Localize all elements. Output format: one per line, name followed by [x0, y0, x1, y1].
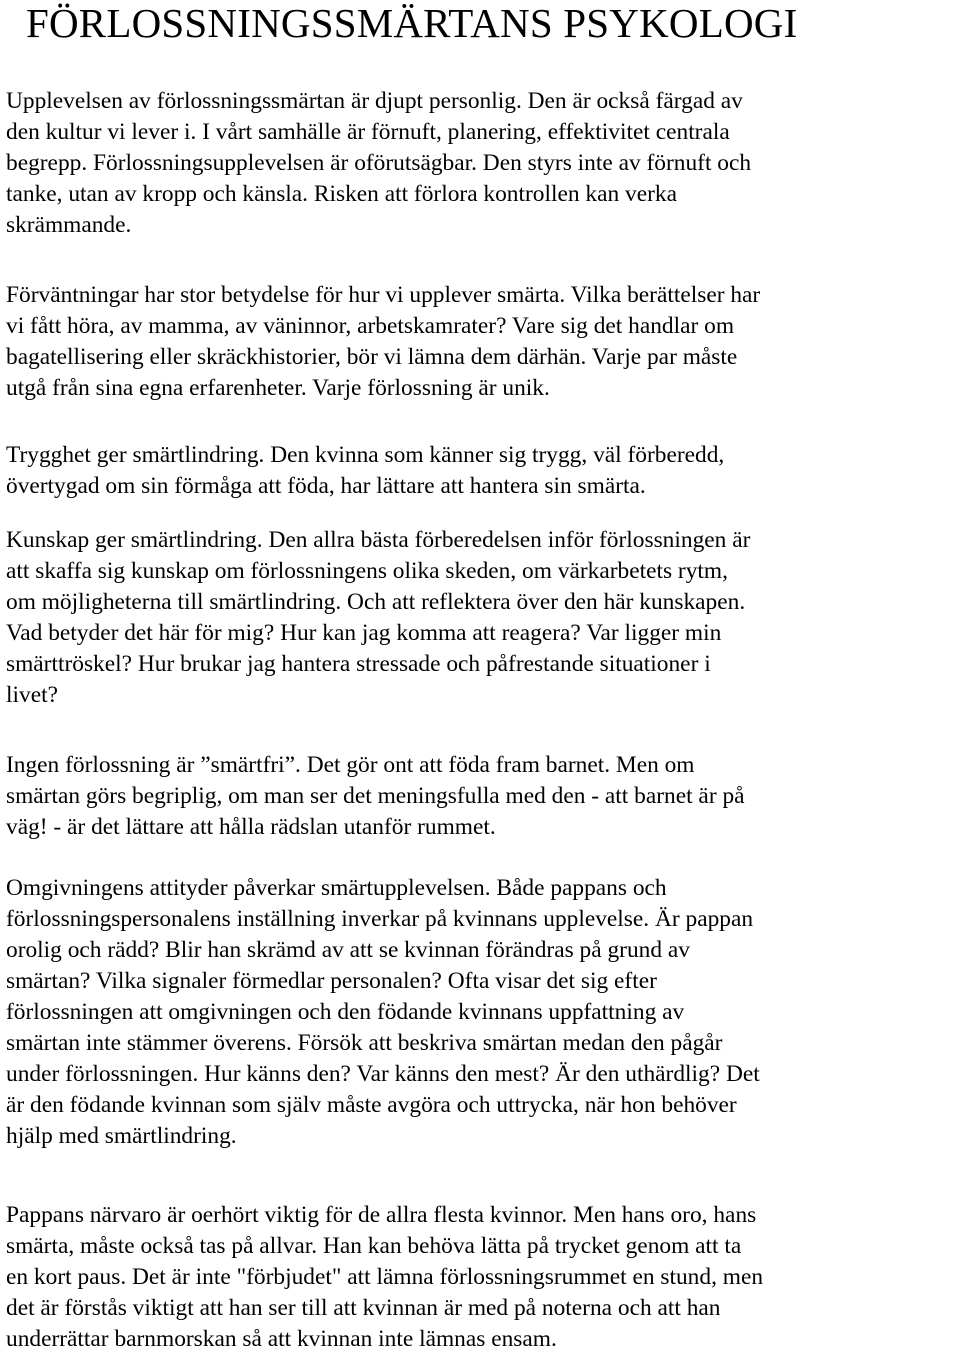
- text-line: under förlossningen. Hur känns den? Var känns den mest? Är den uthärdlig? Det: [6, 1061, 760, 1087]
- text-line: begrepp. Förlossningsupplevelsen är oförutsägbar. Den styrs inte av förnuft och: [6, 150, 752, 176]
- text-line: den kultur vi lever i. I vårt samhälle är förnuft, planering, effektivitet centrala: [6, 119, 730, 145]
- text-line: livet?: [6, 682, 58, 708]
- text-line: Kunskap ger smärtlindring. Den allra bästa förberedelsen inför förlossningen är: [6, 527, 751, 553]
- paragraph-security: [6, 440, 956, 502]
- text-line: utgå från sina egna erfarenheter. Varje förlossning är unik.: [6, 375, 550, 401]
- text-line: om möjligheterna till smärtlindring. Och att reflektera över den här kunskapen.: [6, 589, 746, 615]
- text-line: Ingen förlossning är ”smärtfri”. Det gör ont att föda fram barnet. Men om: [6, 752, 695, 778]
- text-line: Vad betyder det här för mig? Hur kan jag komma att reagera? Var ligger min: [6, 620, 722, 646]
- text-line: orolig och rädd? Blir han skrämd av att se kvinnan förändras på grund av: [6, 937, 690, 963]
- text-line: förlossningen att omgivningen och den födande kvinnans uppfattning av: [6, 999, 685, 1025]
- paragraph-expectations: [6, 280, 956, 404]
- text-line: bagatellisering eller skräckhistorier, bör vi lämna dem därhän. Varje par måste: [6, 344, 738, 370]
- text-line: smärtan? Vilka signaler förmedlar personalen? Ofta visar det sig efter: [6, 968, 657, 994]
- text-line: Omgivningens attityder påverkar smärtupplevelsen. Både pappans och: [6, 875, 667, 901]
- text-line: Trygghet ger smärtlindring. Den kvinna som känner sig trygg, väl förberedd,: [6, 442, 725, 468]
- text-line: Upplevelsen av förlossningssmärtan är djupt personlig. Den är också färgad av: [6, 88, 743, 114]
- text-line: förlossningspersonalens inställning inverkar på kvinnans upplevelse. Är pappan: [6, 906, 754, 932]
- text-line: Pappans närvaro är oerhört viktig för de allra flesta kvinnor. Men hans oro, hans: [6, 1202, 757, 1228]
- text-line: vi fått höra, av mamma, av väninnor, arbetskamrater? Vare sig det handlar om: [6, 313, 735, 339]
- text-line: hjälp med smärtlindring.: [6, 1123, 237, 1149]
- text-line: Förväntningar har stor betydelse för hur vi upplever smärta. Vilka berättelser har: [6, 282, 761, 308]
- text-line: är den födande kvinnan som själv måste avgöra och uttrycka, när hon behöver: [6, 1092, 737, 1118]
- text-line: skrämmande.: [6, 212, 132, 238]
- paragraph-surroundings: [6, 873, 956, 1152]
- page-title: FÖRLOSSNINGSSMÄRTANS PSYKOLOGI: [26, 0, 798, 46]
- text-line: en kort paus. Det är inte "förbjudet" att lämna förlossningsrummet en stund, men: [6, 1264, 764, 1290]
- text-line: smärta, måste också tas på allvar. Han kan behöva lätta på trycket genom att ta: [6, 1233, 742, 1259]
- paragraph-experience: [6, 86, 956, 241]
- text-line: smärtan görs begriplig, om man ser det meningsfulla med den - att barnet är på: [6, 783, 745, 809]
- text-line: smärttröskel? Hur brukar jag hantera stressade och påfrestande situationer i: [6, 651, 711, 677]
- paragraph-no-painless-birth: [6, 750, 956, 843]
- text-line: att skaffa sig kunskap om förlossningens olika skeden, om värkarbetets rytm,: [6, 558, 728, 584]
- text-line: det är förstås viktigt att han ser till att kvinnan är med på noterna och att han: [6, 1295, 721, 1321]
- text-line: övertygad om sin förmåga att föda, har lättare att hantera sin smärta.: [6, 473, 646, 499]
- text-line: smärtan inte stämmer överens. Försök att beskriva smärtan medan den pågår: [6, 1030, 723, 1056]
- paragraph-father-presence: [6, 1200, 956, 1355]
- text-line: tanke, utan av kropp och känsla. Risken att förlora kontrollen kan verka: [6, 181, 677, 207]
- text-line: underrättar barnmorskan så att kvinnan inte lämnas ensam.: [6, 1326, 557, 1352]
- paragraph-knowledge: [6, 525, 956, 711]
- text-line: väg! - är det lättare att hålla rädslan utanför rummet.: [6, 814, 496, 840]
